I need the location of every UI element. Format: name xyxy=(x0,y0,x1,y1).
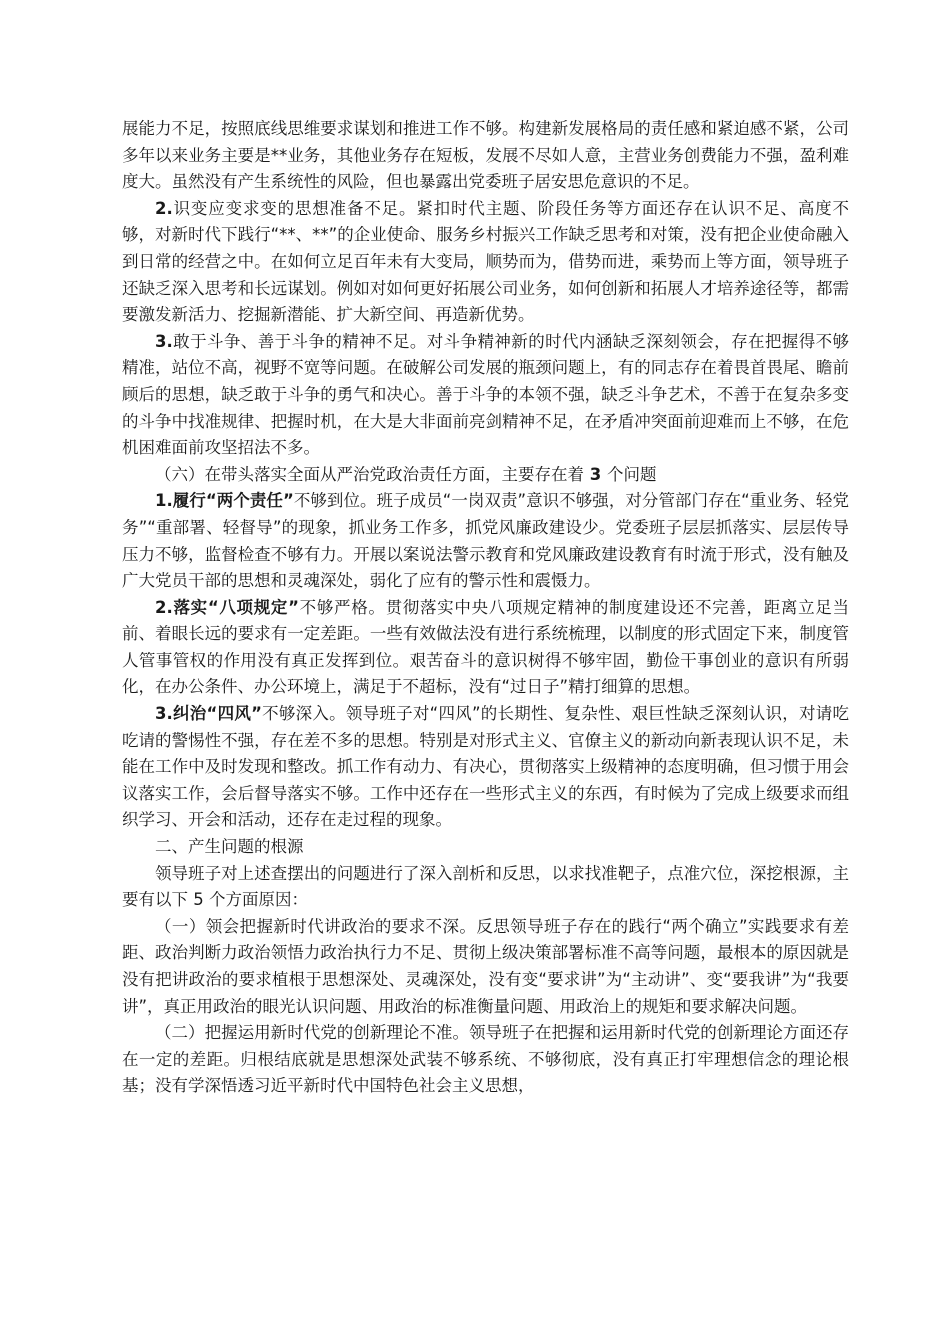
paragraph-text: 识变应变求变的思想准备不足。紧扣时代主题、阶段任务等方面还存在认识不足、高度不够，对新时代下践行“**、**”的企业使命、服务乡村振兴工作缺乏思考和对策，没有把企业使命融入到日常的经营之中。在如何立足百年未有大变局，顺势而为，借势而进，乘势而上等方面，领导班子还缺乏深入思考和长远谋划。例如对如何更好拓展公司业务，如何创新和拓展人才培养途径等，都需要激发新活力、挖掘新潜能、扩大新空间、再造新优势。 xyxy=(122,198,849,325)
paragraph-item-3-four-winds xyxy=(122,701,849,834)
document-page xyxy=(122,116,849,1100)
paragraph-root-2 xyxy=(122,1020,849,1100)
paragraph-text: （一）领会把握新时代讲政治的要求不深。反思领导班子存在的践行“两个确立”实践要求有差距、政治判断力政治领悟力政治执行力不足、贯彻上级决策部署标准不高等问题，最根本的原因就是没有把讲政治的要求植根于思想深处、灵魂深处，没有变“要求讲”为“主动讲”、变“要我讲”为“我要讲”，真正用政治的眼光认识问题、用政治的标准衡量问题、用政治上的规矩和要求解决问题。 xyxy=(122,916,849,1016)
paragraph-root-1 xyxy=(122,914,849,1020)
paragraph-text: （二）把握运用新时代党的创新理论不准。领导班子在把握和运用新时代党的创新理论方面还存在一定的差距。归根结底就是思想深处武装不够系统、不够彻底，没有真正打牢理想信念的理论根基；没有学深悟透习近平新时代中国特色社会主义思想， xyxy=(122,1023,849,1096)
section-6-heading xyxy=(122,462,849,489)
paragraph-text: 不够深入。领导班子对“四风”的长期性、复杂性、艰巨性缺乏深刻认识，对请吃吃请的警惕性不强，存在差不多的思想。特别是对形式主义、官僚主义的新动向新表现认识不足，未能在工作中及时发现和整改。抓工作有动力、有决心，贯彻落实上级精神的态度明确，但习惯于用会议落实工作，会后督导落实不够。工作中还存在一些形式主义的东西，有时候为了完成上级要求而组织学习、开会和活动，还存在走过程的现象。 xyxy=(122,704,849,830)
item-number: 2. xyxy=(155,198,173,218)
paragraph-text: 展能力不足，按照底线思维要求谋划和推进工作不够。构建新发展格局的责任感和紧迫感不紧，公司多年以来业务主要是**业务，其他业务存在短板，发展不尽如人意，主营业务创费能力不强，盈利难度大。虽然没有产生系统性的风险，但也暴露出党委班子居安思危意识的不足。 xyxy=(122,119,849,192)
paragraph-item-2-change xyxy=(122,196,849,329)
heading-count: 3 xyxy=(584,464,607,484)
item-number: 3. xyxy=(155,331,173,351)
paragraph-text: 领导班子对上述查摆出的问题进行了深入剖析和反思，以求找准靶子，点准穴位，深挖根源，主要有以下 5 个方面原因： xyxy=(122,863,849,910)
heading-text-end: 个问题 xyxy=(606,464,657,484)
paragraph-item-1-responsibility xyxy=(122,488,849,594)
paragraph-text: 敢于斗争、善于斗争的精神不足。对斗争精神新的时代内涵缺乏深刻领会，存在把握得不够精准，站位不高，视野不宽等问题。在破解公司发展的瓶颈问题上，有的同志存在着畏首畏尾、瞻前顾后的思想，缺乏敢于斗争的勇气和决心。善于斗争的本领不强，缺乏斗争艺术，不善于在复杂多变的斗争中找准规律、把握时机，在大是大非面前亮剑精神不足，在矛盾冲突面前迎难而上不够，在危机困难面前攻坚招法不多。 xyxy=(122,331,849,458)
section-2-heading xyxy=(122,834,849,861)
item-title: 纠治“四风” xyxy=(172,704,262,724)
item-number: 1. xyxy=(155,491,173,511)
item-number: 3. xyxy=(155,704,173,724)
paragraph-item-2-eight-rules xyxy=(122,595,849,701)
item-number: 2. xyxy=(155,597,173,617)
item-title: 履行“两个责任” xyxy=(172,491,294,511)
paragraph-roots-intro xyxy=(122,861,849,914)
item-title: 落实“八项规定” xyxy=(172,597,299,617)
paragraph-item-3-struggle xyxy=(122,329,849,462)
paragraph-text: 不够严格。贯彻落实中央八项规定精神的制度建设还不完善，距离立足当前、着眼长远的要求有一定差距。一些有效做法没有进行系统梳理，以制度的形式固定下来，制度管人管事管权的作用没有真正发挥到位。艰苦奋斗的意识树得不够牢固，勤俭干事创业的意识有所弱化，在办公条件、办公环境上，满足于不超标，没有“过日子”精打细算的思想。 xyxy=(122,597,849,697)
paragraph-text: 不够到位。班子成员“一岗双责”意识不够强，对分管部门存在“重业务、轻党务”“重部署、轻督导”的现象，抓业务工作多，抓党风廉政建设少。党委班子层层抓落实、层层传导压力不够，监督检查不够有力。开展以案说法警示教育和党风廉政建设教育有时流于形式，没有触及广大党员干部的思想和灵魂深处，弱化了应有的警示性和震慑力。 xyxy=(122,491,849,591)
heading-text: 二、产生问题的根源 xyxy=(155,837,304,857)
paragraph-continuation xyxy=(122,116,849,196)
heading-text: （六）在带头落实全面从严治党政治责任方面，主要存在着 xyxy=(155,464,584,484)
